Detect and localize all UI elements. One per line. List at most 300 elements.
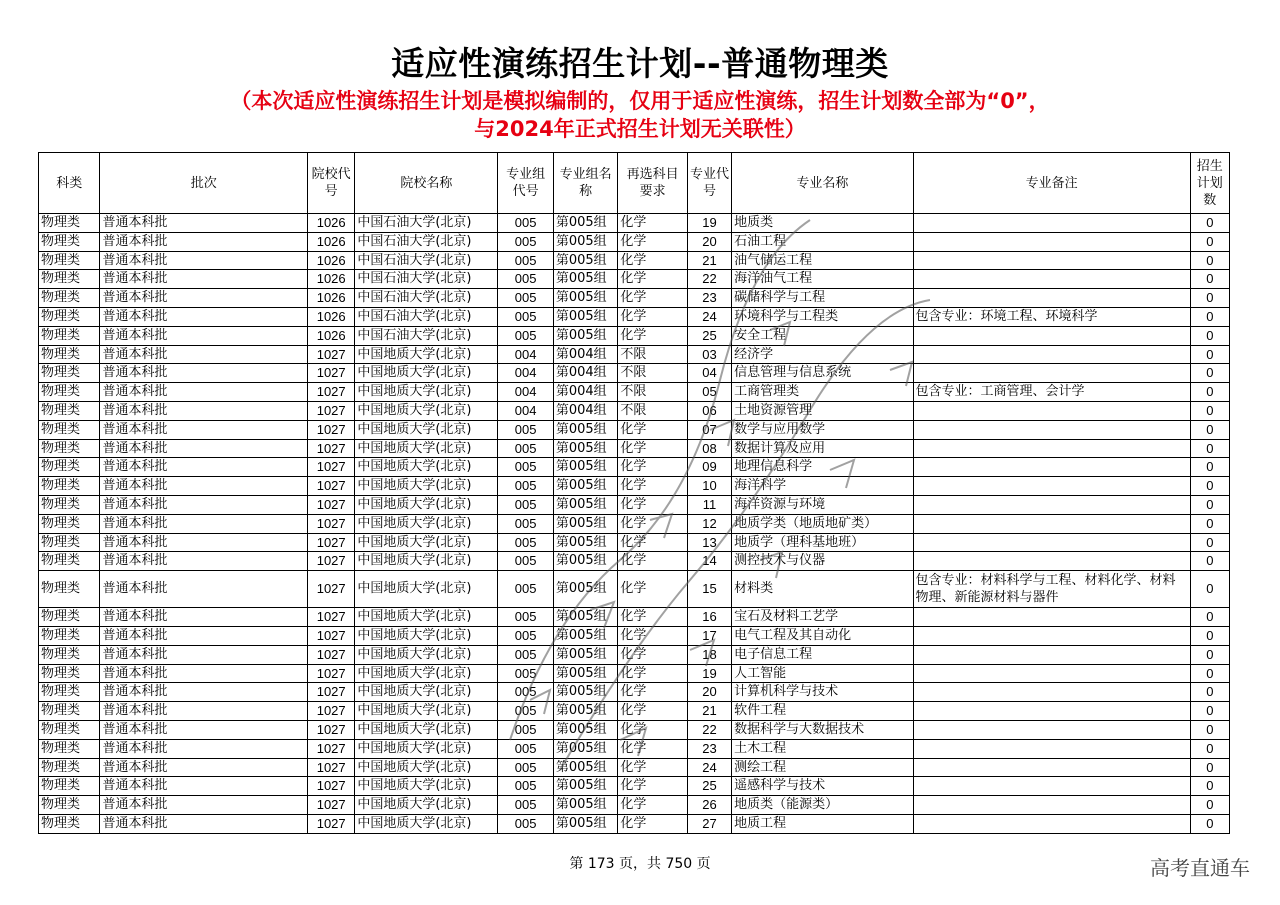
table-row [39,720,1230,739]
column-header: 专业备注 [913,153,1190,214]
table-cell: 005 [498,214,553,233]
table-cell: 005 [498,796,553,815]
table-cell: 物理类 [39,683,100,702]
table-cell: 化学 [618,307,688,326]
table-row [39,345,1230,364]
table-cell [913,420,1190,439]
table-cell: 普通本科批 [100,552,308,571]
table-cell: 普通本科批 [100,608,308,627]
table-row [39,232,1230,251]
table-cell: 第005组 [553,439,617,458]
table-cell: 1027 [308,458,355,477]
table-cell: 电子信息工程 [732,645,913,664]
table-cell: 005 [498,552,553,571]
table-cell: 中国石油大学(北京) [355,214,498,233]
table-cell: 005 [498,495,553,514]
table-cell: 第005组 [553,777,617,796]
table-cell [913,626,1190,645]
table-cell: 中国地质大学(北京) [355,533,498,552]
table-cell: 中国地质大学(北京) [355,626,498,645]
table-cell: 物理类 [39,458,100,477]
table-cell: 软件工程 [732,702,913,721]
table-cell: 0 [1190,326,1229,345]
table-cell: 海洋资源与环境 [732,495,913,514]
table-cell: 005 [498,307,553,326]
column-header: 院校名称 [355,153,498,214]
table-cell: 0 [1190,814,1229,833]
table-cell [913,552,1190,571]
table-row [39,420,1230,439]
column-header: 再选科目要求 [618,153,688,214]
table-cell [913,777,1190,796]
table-cell [913,326,1190,345]
table-cell: 005 [498,645,553,664]
table-cell: 1027 [308,345,355,364]
table-cell: 第005组 [553,458,617,477]
table-cell: 化学 [618,214,688,233]
table-cell: 普通本科批 [100,307,308,326]
table-cell: 化学 [618,289,688,308]
table-cell: 03 [687,345,731,364]
table-cell: 地质类（能源类） [732,796,913,815]
table-cell: 第005组 [553,571,617,608]
table-cell: 0 [1190,645,1229,664]
table-cell [913,214,1190,233]
table-cell: 不限 [618,345,688,364]
table-cell: 1027 [308,739,355,758]
table-cell: 普通本科批 [100,326,308,345]
table-cell: 第005组 [553,270,617,289]
table-cell: 不限 [618,383,688,402]
table-cell: 1027 [308,439,355,458]
table-cell: 中国地质大学(北京) [355,401,498,420]
table-cell: 004 [498,364,553,383]
table-row [39,702,1230,721]
table-cell: 油气储运工程 [732,251,913,270]
table-cell: 中国石油大学(北京) [355,326,498,345]
table-cell: 005 [498,477,553,496]
table-cell: 1027 [308,533,355,552]
table-cell: 1027 [308,364,355,383]
table-cell: 第004组 [553,345,617,364]
table-cell: 1026 [308,289,355,308]
table-cell: 中国地质大学(北京) [355,383,498,402]
table-cell: 海洋科学 [732,477,913,496]
table-cell: 中国石油大学(北京) [355,232,498,251]
table-cell: 中国石油大学(北京) [355,251,498,270]
table-cell: 26 [687,796,731,815]
page-title: 适应性演练招生计划--普通物理类 [391,44,889,83]
table-cell [913,345,1190,364]
table-cell: 0 [1190,739,1229,758]
column-header: 科类 [39,153,100,214]
table-cell: 宝石及材料工艺学 [732,608,913,627]
table-cell: 21 [687,702,731,721]
column-header: 专业名称 [732,153,913,214]
table-cell: 物理类 [39,364,100,383]
table-cell: 1027 [308,645,355,664]
table-cell: 1027 [308,626,355,645]
table-cell: 化学 [618,270,688,289]
table-cell: 普通本科批 [100,420,308,439]
table-cell: 中国地质大学(北京) [355,495,498,514]
table-cell: 环境科学与工程类 [732,307,913,326]
table-cell: 0 [1190,533,1229,552]
table-cell: 005 [498,571,553,608]
table-cell: 24 [687,758,731,777]
table-row [39,645,1230,664]
enrollment-plan-table [38,152,1230,834]
table-cell [913,289,1190,308]
table-cell: 普通本科批 [100,251,308,270]
table-cell [913,814,1190,833]
table-cell: 第004组 [553,364,617,383]
table-cell: 第005组 [553,664,617,683]
table-cell: 0 [1190,401,1229,420]
table-cell: 中国地质大学(北京) [355,514,498,533]
table-cell: 工商管理类 [732,383,913,402]
column-header: 专业代号 [687,153,731,214]
table-cell: 物理类 [39,326,100,345]
table-cell: 化学 [618,420,688,439]
table-cell: 0 [1190,458,1229,477]
table-cell: 20 [687,232,731,251]
table-cell: 地质学（理科基地班） [732,533,913,552]
table-cell: 物理类 [39,214,100,233]
table-cell: 005 [498,514,553,533]
table-cell: 普通本科批 [100,571,308,608]
table-cell: 物理类 [39,495,100,514]
table-cell: 测控技术与仪器 [732,552,913,571]
table-cell: 中国地质大学(北京) [355,702,498,721]
table-row [39,683,1230,702]
table-row [39,758,1230,777]
table-cell: 普通本科批 [100,514,308,533]
table-cell [913,477,1190,496]
table-cell: 化学 [618,664,688,683]
table-cell: 信息管理与信息系统 [732,364,913,383]
table-cell: 第005组 [553,214,617,233]
table-cell: 23 [687,289,731,308]
table-row [39,401,1230,420]
table-cell: 普通本科批 [100,458,308,477]
table-cell: 005 [498,533,553,552]
table-cell: 005 [498,289,553,308]
table-cell: 物理类 [39,758,100,777]
table-cell: 地质工程 [732,814,913,833]
table-cell [913,664,1190,683]
table-cell: 005 [498,439,553,458]
table-cell [913,251,1190,270]
table-cell: 005 [498,739,553,758]
table-body [39,214,1230,834]
table-cell [913,270,1190,289]
table-cell: 第005组 [553,608,617,627]
table-cell: 化学 [618,814,688,833]
table-cell: 第005组 [553,683,617,702]
table-cell [913,364,1190,383]
table-cell: 第005组 [553,307,617,326]
table-cell: 物理类 [39,289,100,308]
table-cell: 包含专业：工商管理、会计学 [913,383,1190,402]
table-cell: 物理类 [39,345,100,364]
table-cell: 第005组 [553,514,617,533]
table-cell: 005 [498,720,553,739]
table-cell: 化学 [618,720,688,739]
table-cell: 普通本科批 [100,758,308,777]
table-cell: 第005组 [553,645,617,664]
table-cell: 005 [498,626,553,645]
table-cell: 1027 [308,777,355,796]
table-cell: 中国地质大学(北京) [355,552,498,571]
table-cell [913,232,1190,251]
table-cell: 20 [687,683,731,702]
table-cell: 物理类 [39,777,100,796]
table-cell: 1027 [308,571,355,608]
table-cell: 化学 [618,251,688,270]
table-cell: 物理类 [39,645,100,664]
table-cell: 中国地质大学(北京) [355,420,498,439]
table-cell: 物理类 [39,571,100,608]
table-cell: 25 [687,326,731,345]
table-cell: 005 [498,608,553,627]
table-cell: 0 [1190,758,1229,777]
table-cell: 中国地质大学(北京) [355,645,498,664]
table-cell: 第005组 [553,758,617,777]
table-cell: 不限 [618,364,688,383]
table-cell [913,720,1190,739]
table-cell: 不限 [618,401,688,420]
table-row [39,307,1230,326]
table-cell: 1027 [308,514,355,533]
table-cell: 1027 [308,420,355,439]
table-cell: 005 [498,664,553,683]
table-cell: 第005组 [553,739,617,758]
table-cell: 1026 [308,326,355,345]
table-cell: 物理类 [39,552,100,571]
table-cell: 中国石油大学(北京) [355,289,498,308]
table-cell [913,533,1190,552]
table-cell: 普通本科批 [100,739,308,758]
table-cell: 1026 [308,270,355,289]
table-row [39,514,1230,533]
table-cell: 0 [1190,571,1229,608]
table-cell: 0 [1190,439,1229,458]
table-cell: 12 [687,514,731,533]
column-header: 专业组名称 [553,153,617,214]
table-cell: 08 [687,439,731,458]
table-cell [913,758,1190,777]
table-cell: 化学 [618,326,688,345]
table-cell: 0 [1190,232,1229,251]
table-cell: 化学 [618,739,688,758]
table-cell: 1027 [308,608,355,627]
table-cell: 0 [1190,477,1229,496]
table-cell: 06 [687,401,731,420]
table-cell: 化学 [618,232,688,251]
table-cell: 材料类 [732,571,913,608]
table-cell [913,683,1190,702]
table-cell: 土木工程 [732,739,913,758]
table-cell: 第004组 [553,383,617,402]
table-cell: 中国地质大学(北京) [355,664,498,683]
table-cell: 化学 [618,777,688,796]
table-cell: 第005组 [553,702,617,721]
table-cell: 数据科学与大数据技术 [732,720,913,739]
table-cell: 物理类 [39,251,100,270]
table-cell: 18 [687,645,731,664]
table-cell: 005 [498,420,553,439]
table-cell: 计算机科学与技术 [732,683,913,702]
column-header: 院校代号 [308,153,355,214]
table-cell: 005 [498,777,553,796]
table-cell: 中国石油大学(北京) [355,307,498,326]
page-number: 第 173 页，共 750 页 [569,856,711,872]
table-cell [913,401,1190,420]
table-cell: 0 [1190,664,1229,683]
table-cell: 测绘工程 [732,758,913,777]
table-cell: 1026 [308,214,355,233]
table-cell: 0 [1190,626,1229,645]
table-cell: 普通本科批 [100,645,308,664]
table-cell: 27 [687,814,731,833]
table-cell: 005 [498,270,553,289]
table-cell: 23 [687,739,731,758]
table-cell: 0 [1190,420,1229,439]
table-cell: 普通本科批 [100,796,308,815]
table-row [39,270,1230,289]
table-cell: 物理类 [39,626,100,645]
table-cell: 地理信息科学 [732,458,913,477]
table-cell [913,645,1190,664]
table-cell: 09 [687,458,731,477]
table-row [39,477,1230,496]
table-cell: 0 [1190,270,1229,289]
table-cell: 物理类 [39,307,100,326]
table-cell: 15 [687,571,731,608]
table-cell: 物理类 [39,439,100,458]
table-cell [913,495,1190,514]
table-cell: 中国地质大学(北京) [355,345,498,364]
table-row [39,626,1230,645]
table-cell: 普通本科批 [100,270,308,289]
table-cell: 17 [687,626,731,645]
table-cell: 004 [498,401,553,420]
table-cell: 海洋油气工程 [732,270,913,289]
brand-watermark: 高考直通车 [1150,856,1250,880]
table-cell [913,702,1190,721]
table-cell: 第005组 [553,552,617,571]
table-cell: 第005组 [553,326,617,345]
table-row [39,571,1230,608]
table-cell: 004 [498,345,553,364]
table-cell: 1027 [308,495,355,514]
table-cell: 0 [1190,364,1229,383]
table-cell: 人工智能 [732,664,913,683]
table-cell [913,608,1190,627]
table-cell: 22 [687,720,731,739]
table-cell: 1027 [308,720,355,739]
table-cell: 物理类 [39,702,100,721]
table-cell: 物理类 [39,420,100,439]
table-cell: 普通本科批 [100,720,308,739]
table-cell: 1027 [308,477,355,496]
table-cell: 0 [1190,251,1229,270]
table-cell: 普通本科批 [100,777,308,796]
table-cell: 化学 [618,683,688,702]
table-cell: 0 [1190,345,1229,364]
table-cell: 1026 [308,251,355,270]
table-cell: 11 [687,495,731,514]
table-cell [913,796,1190,815]
table-cell: 化学 [618,608,688,627]
table-cell: 化学 [618,552,688,571]
table-cell: 普通本科批 [100,439,308,458]
table-cell: 0 [1190,495,1229,514]
table-cell: 包含专业：材料科学与工程、材料化学、材料物理、新能源材料与器件 [913,571,1190,608]
table-row [39,289,1230,308]
table-cell: 0 [1190,514,1229,533]
table-cell: 1027 [308,702,355,721]
table-cell: 22 [687,270,731,289]
table-cell: 0 [1190,383,1229,402]
table-cell: 普通本科批 [100,664,308,683]
table-cell: 中国地质大学(北京) [355,758,498,777]
table-cell: 普通本科批 [100,401,308,420]
table-cell [913,739,1190,758]
table-cell: 普通本科批 [100,364,308,383]
table-cell [913,514,1190,533]
table-cell: 005 [498,814,553,833]
table-cell: 005 [498,251,553,270]
table-cell: 遥感科学与技术 [732,777,913,796]
table-cell: 化学 [618,514,688,533]
table-cell: 化学 [618,533,688,552]
table-cell: 005 [498,683,553,702]
table-cell [913,439,1190,458]
table-cell: 普通本科批 [100,533,308,552]
table-cell: 16 [687,608,731,627]
column-header: 招生计划数 [1190,153,1229,214]
table-cell: 13 [687,533,731,552]
table-cell: 05 [687,383,731,402]
table-cell: 04 [687,364,731,383]
table-cell: 普通本科批 [100,232,308,251]
table-row [39,608,1230,627]
table-cell: 数据计算及应用 [732,439,913,458]
column-header: 批次 [100,153,308,214]
table-cell: 1027 [308,758,355,777]
table-cell: 中国石油大学(北京) [355,270,498,289]
table-cell: 中国地质大学(北京) [355,364,498,383]
disclaimer-line-2: 与2024年正式招生计划无关联性） [474,117,806,141]
table-cell: 第005组 [553,289,617,308]
table-cell: 19 [687,664,731,683]
table-cell: 物理类 [39,533,100,552]
table-cell: 10 [687,477,731,496]
table-cell: 普通本科批 [100,345,308,364]
table-cell: 第005组 [553,720,617,739]
table-cell: 中国地质大学(北京) [355,739,498,758]
table-cell: 碳储科学与工程 [732,289,913,308]
table-cell: 物理类 [39,514,100,533]
table-cell: 第005组 [553,420,617,439]
table-row [39,739,1230,758]
table-cell: 第005组 [553,477,617,496]
table-row [39,552,1230,571]
table-cell: 0 [1190,289,1229,308]
table-cell: 005 [498,758,553,777]
